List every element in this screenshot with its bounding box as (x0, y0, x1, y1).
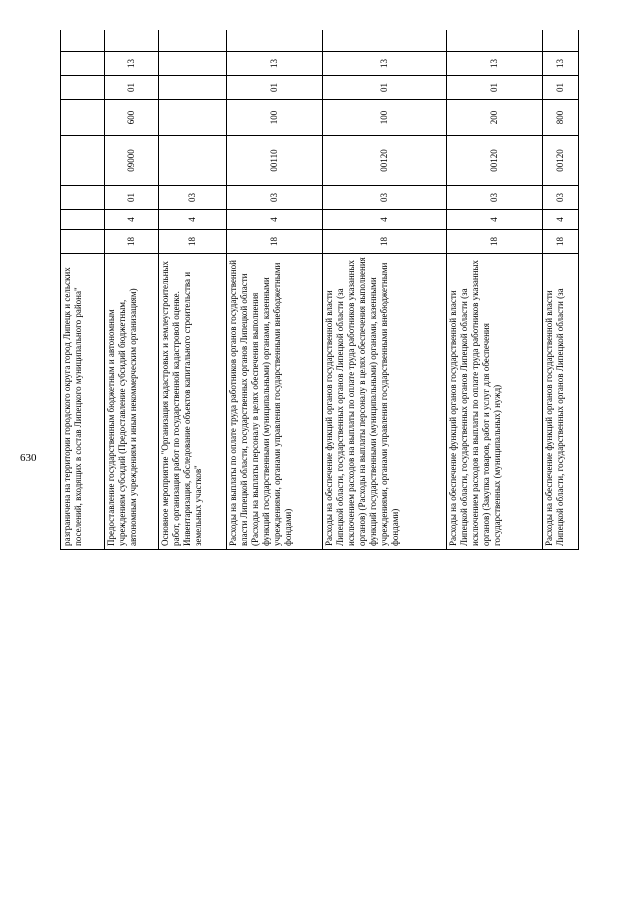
row-code-cell (61, 30, 105, 52)
row-code-cell: 03 (159, 186, 227, 210)
row-code-cell: 18 (105, 230, 159, 254)
table-row (159, 30, 227, 550)
row-code-cell (61, 230, 105, 254)
row-description: Расходы на обеспечение функций органов государственной власти Липецкой области, государственных органов Липецкой области (за исключением расходов на выплаты по оплате труда работников указанных органов) (Расходы на выплаты персоналу в целях обеспечения выполнения функций государственными (муниципальными) органами, казенными учреждениями, органами управления государственными внебюджетными фондами) (323, 254, 447, 550)
table-row (227, 30, 323, 550)
row-code-cell: 00120 (543, 136, 579, 186)
table-frame (60, 30, 580, 872)
row-code-cell: 13 (543, 52, 579, 76)
row-code-cell (227, 30, 323, 52)
table-row (447, 30, 543, 550)
row-code-cell (61, 186, 105, 210)
row-code-cell: 18 (323, 230, 447, 254)
row-code-cell (61, 136, 105, 186)
row-code-cell: 01 (105, 186, 159, 210)
table-row (61, 30, 105, 550)
row-code-cell: 01 (105, 76, 159, 100)
row-code-cell: 600 (105, 100, 159, 136)
row-code-cell: 03 (227, 186, 323, 210)
row-code-cell (543, 30, 579, 52)
row-description: Расходы на выплаты по оплате труда работников органов государственной власти Липецкой области, государственных органов Липецкой области (Расходы на выплаты персоналу в целях обеспечения выполнения функций государственными (муниципальными) органами, казенными учреждениями, органами управления государственными внебюджетными фондами) (227, 254, 323, 550)
row-description: Расходы на обеспечение функций органов государственной власти Липецкой области, государственных органов Липецкой области (за исключением расходов на выплаты по оплате труда работников указанных органов) (Закупка товаров, работ и услуг для обеспечения государственных (муниципальных) нужд) (447, 254, 543, 550)
row-code-cell (61, 76, 105, 100)
row-code-cell (159, 30, 227, 52)
row-code-cell: 18 (447, 230, 543, 254)
row-code-cell: 01 (227, 76, 323, 100)
row-code-cell: 09000 (105, 136, 159, 186)
row-code-cell (323, 30, 447, 52)
row-description: Расходы на обеспечение функций органов государственной власти Липецкой области, государственных органов Липецкой области (за (543, 254, 579, 550)
row-code-cell: 01 (447, 76, 543, 100)
page-number: 630 (20, 452, 37, 464)
row-description: Предоставление государственным бюджетным и автономным учреждениям субсидий (Предоставление субсидий бюджетным, автономным учреждениям и иным некоммерческим организациям) (105, 254, 159, 550)
row-code-cell (159, 52, 227, 76)
row-code-cell (447, 30, 543, 52)
table-row (105, 30, 159, 550)
row-code-cell: 18 (543, 230, 579, 254)
row-code-cell: 4 (323, 210, 447, 230)
row-code-cell: 00110 (227, 136, 323, 186)
row-code-cell (61, 100, 105, 136)
row-code-cell: 4 (227, 210, 323, 230)
row-code-cell (61, 52, 105, 76)
row-code-cell: 03 (323, 186, 447, 210)
row-code-cell (159, 100, 227, 136)
row-code-cell: 4 (447, 210, 543, 230)
row-code-cell: 13 (447, 52, 543, 76)
row-code-cell: 13 (227, 52, 323, 76)
row-code-cell: 18 (159, 230, 227, 254)
row-code-cell: 200 (447, 100, 543, 136)
row-code-cell: 4 (543, 210, 579, 230)
table-row (323, 30, 447, 550)
row-code-cell: 13 (105, 52, 159, 76)
row-code-cell (159, 136, 227, 186)
row-code-cell: 00120 (447, 136, 543, 186)
row-code-cell: 13 (323, 52, 447, 76)
row-code-cell (105, 30, 159, 52)
row-description: разграничена на территории городского округа город Липецк и сельских поселений, входящих в состав Липецкого муниципального района" (61, 254, 105, 550)
row-code-cell: 4 (105, 210, 159, 230)
row-code-cell: 18 (227, 230, 323, 254)
row-code-cell: 01 (323, 76, 447, 100)
row-code-cell: 4 (159, 210, 227, 230)
table-row (543, 30, 579, 550)
budget-table (60, 30, 579, 550)
row-code-cell (61, 210, 105, 230)
row-code-cell: 800 (543, 100, 579, 136)
row-code-cell (159, 76, 227, 100)
row-code-cell: 03 (447, 186, 543, 210)
row-code-cell: 100 (323, 100, 447, 136)
row-description: Основное мероприятие "Организация кадастровых и землеустроительных работ, организация работ по государственной кадастровой оценке. Инвентаризация, обследование объектов капитального строительства и земельных участков" (159, 254, 227, 550)
row-code-cell: 00120 (323, 136, 447, 186)
row-code-cell: 100 (227, 100, 323, 136)
row-code-cell: 01 (543, 76, 579, 100)
row-code-cell: 03 (543, 186, 579, 210)
